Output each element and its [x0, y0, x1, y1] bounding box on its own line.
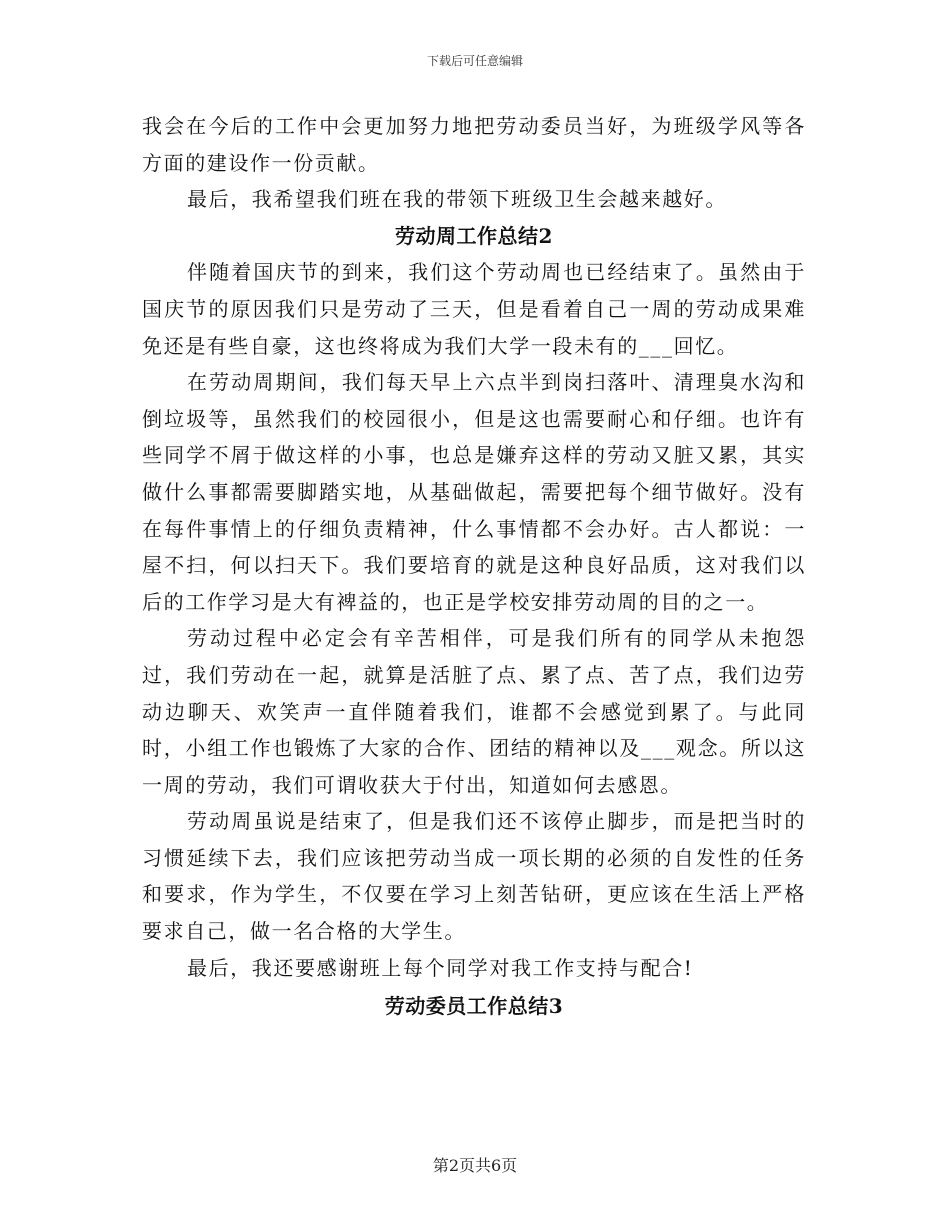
paragraph-3: 劳动过程中必定会有辛苦相伴，可是我们所有的同学从未抱怨过，我们劳动在一起，就算是活脏了点、累了点、苦了点，我们边劳动边聊天、欢笑声一直伴随着我们，谁都不会感觉到累了。与此同时，小组工作也锻炼了大家的合作、团结的精神以及___观念。所以这一周的劳动，我们可谓收获大于付出，知道如何去感恩。 — [142, 626, 806, 797]
document-body — [142, 108, 806, 1025]
paragraph-intro-continued: 我会在今后的工作中会更加努力地把劳动委员当好，为班级学风等各方面的建设作一份贡献。 — [142, 114, 806, 175]
page-header-note: 下载后可任意编辑 — [426, 54, 523, 68]
paragraph-2: 在劳动周期间，我们每天早上六点半到岗扫落叶、清理臭水沟和倒垃圾等，虽然我们的校园很小，但是这也需要耐心和仔细。也许有些同学不屑于做这样的小事，也总是嫌弃这样的劳动又脏又累，其实做什么事都需要脚踏实地，从基础做起，需要把每个细节做好。没有在每件事情上的仔细负责精神，什么事情都不会办好。古人都说：一屋不扫，何以扫天下。我们要培育的就是这种良好品质，这对我们以后的工作学习是大有裨益的，也正是学校安排劳动周的目的之一。 — [142, 370, 806, 614]
section-heading-3: 劳动委员工作总结3 — [384, 994, 564, 1019]
paragraph-1: 伴随着国庆节的到来，我们这个劳动周也已经结束了。虽然由于国庆节的原因我们只是劳动了三天，但是看着自己一周的劳动成果难免还是有些自豪，这也终将成为我们大学一段未有的___回忆。 — [142, 260, 806, 358]
page-number: 第2页共6页 — [432, 1156, 518, 1175]
paragraph-intro-closing: 最后，我希望我们班在我的带领下班级卫生会越来越好。 — [187, 187, 727, 212]
paragraph-4: 劳动周虽说是结束了，但是我们还不该停止脚步，而是把当时的习惯延续下去，我们应该把劳动当成一项长期的必须的自发性的任务和要求，作为学生，不仅要在学习上刻苦钻研，更应该在生活上严格要求自己，做一名合格的大学生。 — [142, 809, 806, 944]
paragraph-5: 最后，我还要感谢班上每个同学对我工作支持与配合! — [187, 955, 694, 980]
section-heading-2: 劳动周工作总结2 — [395, 223, 553, 248]
